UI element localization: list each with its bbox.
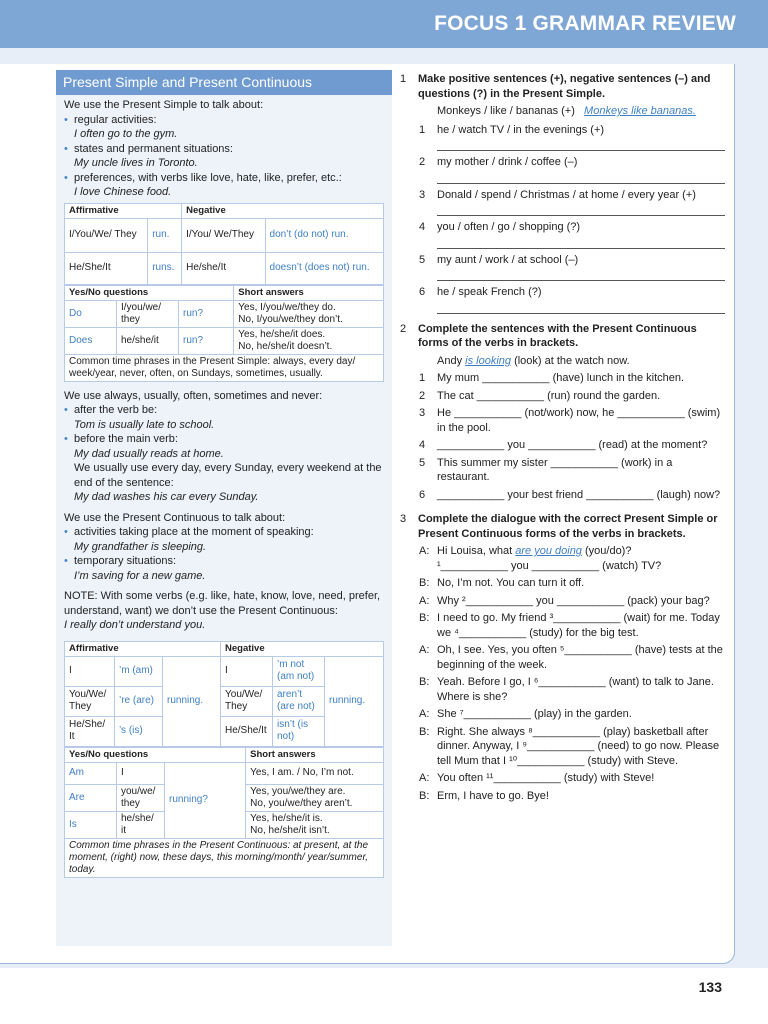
bullet: • states and permanent situations: xyxy=(64,142,384,157)
table-header: Short answers xyxy=(246,747,384,762)
table-cell: he/she/ it xyxy=(117,811,165,838)
answer-line[interactable] xyxy=(437,235,725,249)
dialogue-text[interactable]: You often ¹¹___________ (study) with Steve! xyxy=(437,772,655,784)
dialogue-text[interactable]: Yeah. Before I go, I ⁶___________ (want) to talk to Jane. Where is she? xyxy=(437,676,714,703)
intro-text: We use always, usually, often, sometimes and never: xyxy=(64,389,323,402)
item-sentence[interactable]: ___________ you ___________ (read) at the moment? xyxy=(437,439,708,451)
dialogue-text[interactable]: Why ²___________ you ___________ (pack) your bag? xyxy=(437,594,710,607)
exercise-title: Complete the dialogue with the correct Present Simple or Present Continuous forms of the verbs in brackets. xyxy=(418,513,718,540)
example-prompt: Monkeys / like / bananas (+) xyxy=(437,105,575,117)
grammar-box-title: Present Simple and Present Continuous xyxy=(56,70,392,95)
item-number: 1 xyxy=(419,372,426,384)
table-cell: Yes, I am. / No, I’m not. xyxy=(246,762,384,784)
exercise-item xyxy=(400,438,725,453)
page-number: 133 xyxy=(698,979,722,995)
dialogue-line xyxy=(400,611,725,640)
table-cell: Am xyxy=(65,762,117,784)
table-cell: Does xyxy=(65,327,117,354)
dialogue-text[interactable]: ¹___________ you ___________ (watch) TV? xyxy=(437,559,662,572)
speaker-label: A: xyxy=(419,545,430,557)
dialogue-line xyxy=(400,559,725,574)
short-answer: No, you/we/they aren’t. xyxy=(250,797,353,809)
exercise-3-instructions xyxy=(400,512,725,541)
table-cell: run. xyxy=(148,218,182,252)
item-number: 3 xyxy=(419,407,426,419)
example-prompt: Andy xyxy=(437,354,463,367)
item-sentence[interactable]: My mum ___________ (have) lunch in the kitchen. xyxy=(437,372,685,384)
table-cell: running? xyxy=(165,762,246,838)
table-cell xyxy=(234,327,384,354)
item-number: 4 xyxy=(419,439,426,451)
dialogue-text: (you/do)? xyxy=(581,545,632,557)
exercise-item xyxy=(400,220,725,235)
dialogue xyxy=(400,544,725,803)
item-prompt: he / watch TV / in the evenings (+) xyxy=(437,123,605,136)
table-cell: I/you/we/ they xyxy=(117,300,179,327)
present-simple-questions-table xyxy=(64,285,384,382)
exercise-item xyxy=(400,371,725,386)
short-answer: No, I/you/we/they don’t. xyxy=(238,313,343,325)
table-cell: he/she/it xyxy=(117,327,179,354)
table-cell: ’m (am) xyxy=(115,656,163,686)
exercise-item xyxy=(400,285,725,300)
exercise-item xyxy=(400,488,725,503)
table-cell: I xyxy=(117,762,165,784)
table-cell: Do xyxy=(65,300,117,327)
dialogue-line xyxy=(400,725,725,769)
exercise-item xyxy=(400,456,725,485)
table-cell: run? xyxy=(179,327,234,354)
table-cell: He/She/It xyxy=(65,252,148,284)
example: I’m saving for a new game. xyxy=(74,569,206,582)
answer-line[interactable] xyxy=(437,300,725,314)
short-answer: No, he/she/it isn’t. xyxy=(250,824,330,836)
exercise-title: Make positive sentences (+), negative sentences (–) and questions (?) in the Present Simple. xyxy=(418,73,711,100)
paragraph: We usually use every day, every Sunday, every weekend at the end of the sentence: xyxy=(74,462,382,489)
table-cell: you/we/ they xyxy=(117,784,165,811)
dialogue-line xyxy=(400,675,725,704)
table-cell: You/We/ They xyxy=(221,686,273,716)
exercise-item xyxy=(400,155,725,170)
answer-line[interactable] xyxy=(437,267,725,281)
example: My grandfather is sleeping. xyxy=(74,540,207,553)
bullet: • temporary situations: xyxy=(64,554,384,569)
note: NOTE: With some verbs (e.g. like, hate, know, love, need, prefer, understand, want) we don’t use the Present Continuous: xyxy=(64,590,381,617)
time-phrases-note: Common time phrases in the Present Continuous: at present, at the moment, (right) now, these days, this morning/month/ year/summer, today. xyxy=(65,838,384,877)
item-number: 6 xyxy=(419,286,426,298)
page-header xyxy=(0,0,768,48)
exercise-item xyxy=(400,406,725,435)
table-cell: run? xyxy=(179,300,234,327)
short-answer: Yes, you/we/they are. xyxy=(250,785,346,797)
example: My uncle lives in Toronto. xyxy=(74,157,198,169)
present-continuous-questions-table xyxy=(64,747,384,878)
table-cell: ’re (are) xyxy=(115,686,163,716)
short-answer: Yes, he/she/it is. xyxy=(250,812,323,824)
dialogue-line xyxy=(400,707,725,722)
exercise-number: 3 xyxy=(400,513,407,525)
page-title: FOCUS 1 GRAMMAR REVIEW xyxy=(434,12,736,35)
table-cell: I xyxy=(65,656,115,686)
table-cell xyxy=(246,811,384,838)
table-cell: He/She/ It xyxy=(65,716,115,746)
table-cell: running. xyxy=(325,656,384,746)
dialogue-line xyxy=(400,544,725,559)
item-sentence[interactable]: He ___________ (not/work) now, he ___________ (swim) in the pool. xyxy=(437,407,721,434)
exercise-title: Complete the sentences with the Present Continuous forms of the verbs in brackets. xyxy=(418,322,697,349)
dialogue-line xyxy=(400,643,725,672)
table-cell xyxy=(246,784,384,811)
table-header: Negative xyxy=(221,641,384,656)
speaker-label: A: xyxy=(419,708,430,720)
speaker-label: B: xyxy=(419,577,430,589)
grammar-box xyxy=(56,70,392,946)
intro-text: We use the Present Simple to talk about: xyxy=(64,99,264,111)
speaker-label: B: xyxy=(419,676,430,688)
table-cell: ’m not (am not) xyxy=(273,656,325,686)
table-cell: Is xyxy=(65,811,117,838)
example: My dad usually reads at home. xyxy=(74,447,224,460)
example: Tom is usually late to school. xyxy=(74,418,215,431)
table-cell: I xyxy=(221,656,273,686)
speaker-label: A: xyxy=(419,594,430,607)
item-prompt: he / speak French (?) xyxy=(437,286,542,298)
speaker-label: A: xyxy=(419,644,430,656)
example: I often go to the gym. xyxy=(74,128,178,140)
answer-line[interactable] xyxy=(437,170,725,184)
item-number: 5 xyxy=(419,253,426,266)
item-prompt: you / often / go / shopping (?) xyxy=(437,221,581,233)
exercise-1-instructions xyxy=(400,72,725,101)
speaker-label: B: xyxy=(419,725,430,738)
example-prompt: (look) at the watch now. xyxy=(514,354,630,367)
item-sentence[interactable]: The cat ___________ (run) round the garden. xyxy=(437,389,661,402)
answer-line[interactable] xyxy=(437,137,725,151)
item-number: 4 xyxy=(419,221,426,233)
table-cell: He/She/It xyxy=(221,716,273,746)
table-cell: I/You/We/ They xyxy=(65,218,148,252)
dialogue-text[interactable]: Oh, I see. Yes, you often ⁵___________ (have) tests at the beginning of the week. xyxy=(437,644,723,671)
example-answer: Monkeys like bananas. xyxy=(584,105,696,117)
table-cell: isn’t (is not) xyxy=(273,716,325,746)
table-cell: ’s (is) xyxy=(115,716,163,746)
bullet: • regular activities: xyxy=(64,113,384,128)
intro-text: We use the Present Continuous to talk about: xyxy=(64,511,286,524)
exercise-item xyxy=(400,389,725,404)
present-continuous-table xyxy=(64,641,384,747)
item-number: 2 xyxy=(419,156,426,168)
table-header: Short answers xyxy=(234,285,384,300)
table-cell: don’t (do not) run. xyxy=(265,218,383,252)
exercise-item xyxy=(400,123,725,138)
dialogue-line xyxy=(400,789,725,804)
example-row xyxy=(400,354,725,369)
table-cell: He/she/It xyxy=(182,252,265,284)
dialogue-line xyxy=(400,576,725,591)
example: I love Chinese food. xyxy=(74,186,172,198)
exercise-number: 1 xyxy=(400,73,407,85)
example-row xyxy=(400,104,725,119)
short-answer: Yes, he/she/it does. xyxy=(238,328,326,340)
table-cell: aren’t (are not) xyxy=(273,686,325,716)
table-header: Affirmative xyxy=(65,203,182,218)
speaker-label: A: xyxy=(419,772,430,784)
table-header: Yes/No questions xyxy=(65,285,234,300)
exercise-number: 2 xyxy=(400,322,407,335)
table-header: Affirmative xyxy=(65,641,221,656)
time-phrases-note: Common time phrases in the Present Simple: always, every day/ week/year, never, often, on Sundays, sometimes, usually. xyxy=(65,354,384,381)
item-sentence[interactable]: This summer my sister ___________ (work) in a restaurant. xyxy=(437,456,673,483)
example: My dad washes his car every Sunday. xyxy=(74,491,259,503)
present-simple-table xyxy=(64,203,384,285)
short-answer: No, he/she/it doesn’t. xyxy=(238,340,333,352)
dialogue-line xyxy=(400,771,725,786)
exercise-item xyxy=(400,188,725,203)
dialogue-line xyxy=(400,594,725,609)
item-prompt: my aunt / work / at school (–) xyxy=(437,253,579,266)
item-number: 3 xyxy=(419,188,426,201)
example-answer: is looking xyxy=(465,354,511,367)
short-answer: Yes, I/you/we/they do. xyxy=(238,301,336,313)
dialogue-text[interactable]: Hi Louisa, what xyxy=(437,545,516,557)
item-number: 1 xyxy=(419,123,426,136)
table-cell: runs. xyxy=(148,252,182,284)
table-cell: You/We/ They xyxy=(65,686,115,716)
exercise-2-items xyxy=(400,371,725,502)
dialogue-text[interactable]: She ⁷___________ (play) in the garden. xyxy=(437,708,632,720)
dialogue-text[interactable]: Right. She always ⁸___________ (play) basketball after dinner. Anyway, I ⁹___________ (need) to go now. Please tell Mum that I ¹⁰___________ (study) with Steve. xyxy=(437,725,720,767)
speaker-label: B: xyxy=(419,612,430,624)
table-cell xyxy=(234,300,384,327)
example-answer: are you doing xyxy=(515,545,582,557)
table-cell: running. xyxy=(163,656,221,746)
table-header: Negative xyxy=(182,203,384,218)
exercises-column xyxy=(400,72,725,803)
bullet: • before the main verb: xyxy=(64,432,384,447)
exercise-2-instructions xyxy=(400,322,725,351)
example: I really don’t understand you. xyxy=(64,619,206,631)
dialogue-text[interactable]: No, I’m not. You can turn it off. xyxy=(437,577,585,589)
item-prompt: Donald / spend / Christmas / at home / every year (+) xyxy=(437,188,696,201)
bullet: • after the verb be: xyxy=(64,403,384,418)
bullet: • activities taking place at the moment of speaking: xyxy=(64,525,384,540)
item-prompt: my mother / drink / coffee (–) xyxy=(437,156,578,168)
exercise-1-items xyxy=(400,123,725,314)
item-number: 2 xyxy=(419,389,426,402)
item-sentence[interactable]: ___________ your best friend ___________ (laugh) now? xyxy=(437,488,721,501)
table-cell: I/You/ We/They xyxy=(182,218,265,252)
speaker-label: B: xyxy=(419,789,430,802)
answer-line[interactable] xyxy=(437,202,725,216)
table-header: Yes/No questions xyxy=(65,747,246,762)
dialogue-text[interactable]: Erm, I have to go. Bye! xyxy=(437,789,549,802)
dialogue-text[interactable]: I need to go. My friend ³___________ (wait) for me. Today we ⁴___________ (study) for the big test. xyxy=(437,612,720,639)
exercise-item xyxy=(400,253,725,268)
item-number: 5 xyxy=(419,456,426,469)
bullet: • preferences, with verbs like love, hate, like, prefer, etc.: xyxy=(64,171,384,186)
table-cell: Are xyxy=(65,784,117,811)
table-cell: doesn’t (does not) run. xyxy=(265,252,383,284)
item-number: 6 xyxy=(419,488,426,501)
